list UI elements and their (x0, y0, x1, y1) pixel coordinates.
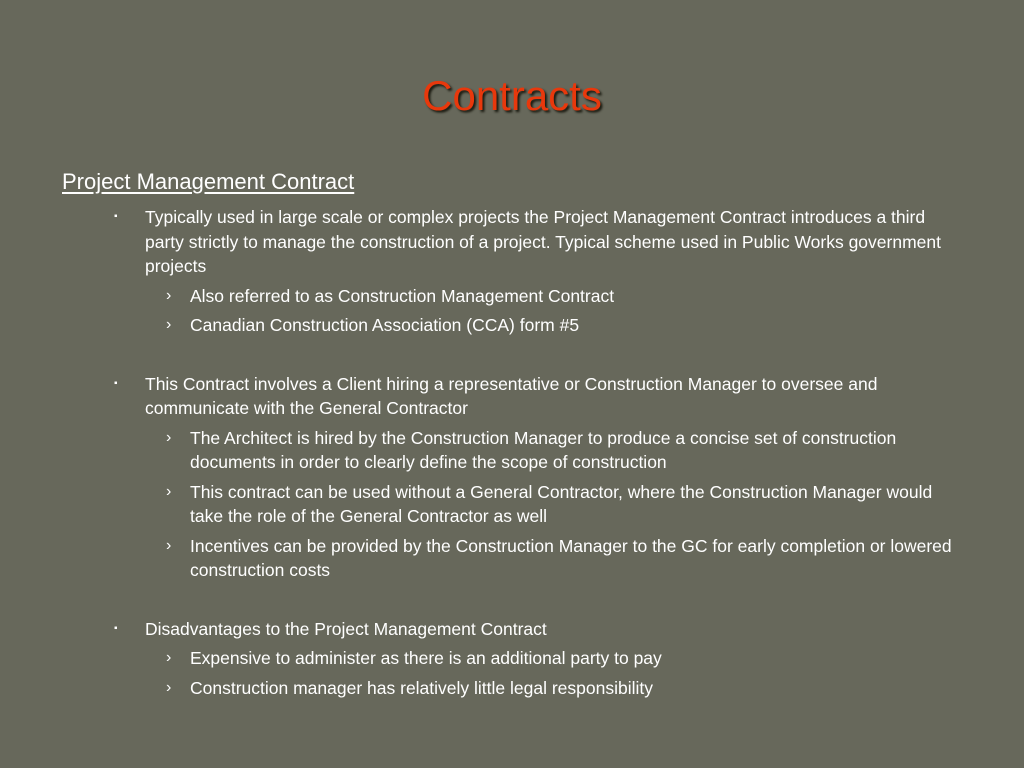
bullet-item (62, 617, 945, 642)
sub-bullet-item (62, 534, 960, 583)
sub-bullet-text: Incentives can be provided by the Construction Manager to the GC for early completion or lowered construction costs (190, 535, 952, 580)
chevron-right-icon: › (166, 428, 172, 446)
square-bullet-icon: ▪ (114, 622, 118, 634)
square-bullet-icon: ▪ (114, 211, 118, 222)
sub-bullet-item (62, 313, 960, 338)
sub-bullet-item (62, 426, 960, 475)
sub-bullet-item (62, 646, 960, 671)
sub-bullet-item (62, 284, 960, 309)
bullet-item (62, 372, 945, 421)
chevron-right-icon: › (166, 678, 172, 696)
sub-bullet-text: Canadian Construction Association (CCA) form #5 (190, 315, 580, 335)
sub-bullet-text: Expensive to administer as there is an additional party to pay (190, 648, 662, 668)
square-bullet-icon: ▪ (114, 377, 118, 389)
chevron-right-icon: › (166, 316, 172, 333)
bullet-item (62, 205, 945, 279)
bullet-text: Disadvantages to the Project Management Contract (145, 618, 547, 639)
slide-content (62, 168, 962, 700)
chevron-right-icon: › (166, 536, 172, 554)
sub-bullet-text: Also referred to as Construction Management Contract (190, 285, 615, 306)
chevron-right-icon: › (166, 286, 172, 304)
bullet-text: Typically used in large scale or complex projects the Project Management Contract introduces a third party strictly to manage the construction of a project. Typical scheme used in Public Works government projects (145, 207, 941, 276)
section-heading: Project Management Contract (62, 169, 355, 194)
sub-bullet-text: The Architect is hired by the Construction Manager to produce a concise set of construction documents in order to clearly define the scope of construction (190, 427, 897, 472)
chevron-right-icon: › (166, 482, 172, 500)
sub-bullet-text: This contract can be used without a General Contractor, where the Construction Manager would take the role of the General Contractor as well (190, 481, 933, 526)
sub-bullet-item (62, 480, 960, 529)
sub-bullet-item (62, 676, 960, 701)
chevron-right-icon: › (166, 649, 172, 666)
slide-title: Contracts (422, 72, 602, 119)
sub-bullet-text: Construction manager has relatively little legal responsibility (190, 677, 653, 698)
bullet-text: This Contract involves a Client hiring a representative or Construction Manager to oversee and communicate with the General Contractor (145, 373, 878, 418)
